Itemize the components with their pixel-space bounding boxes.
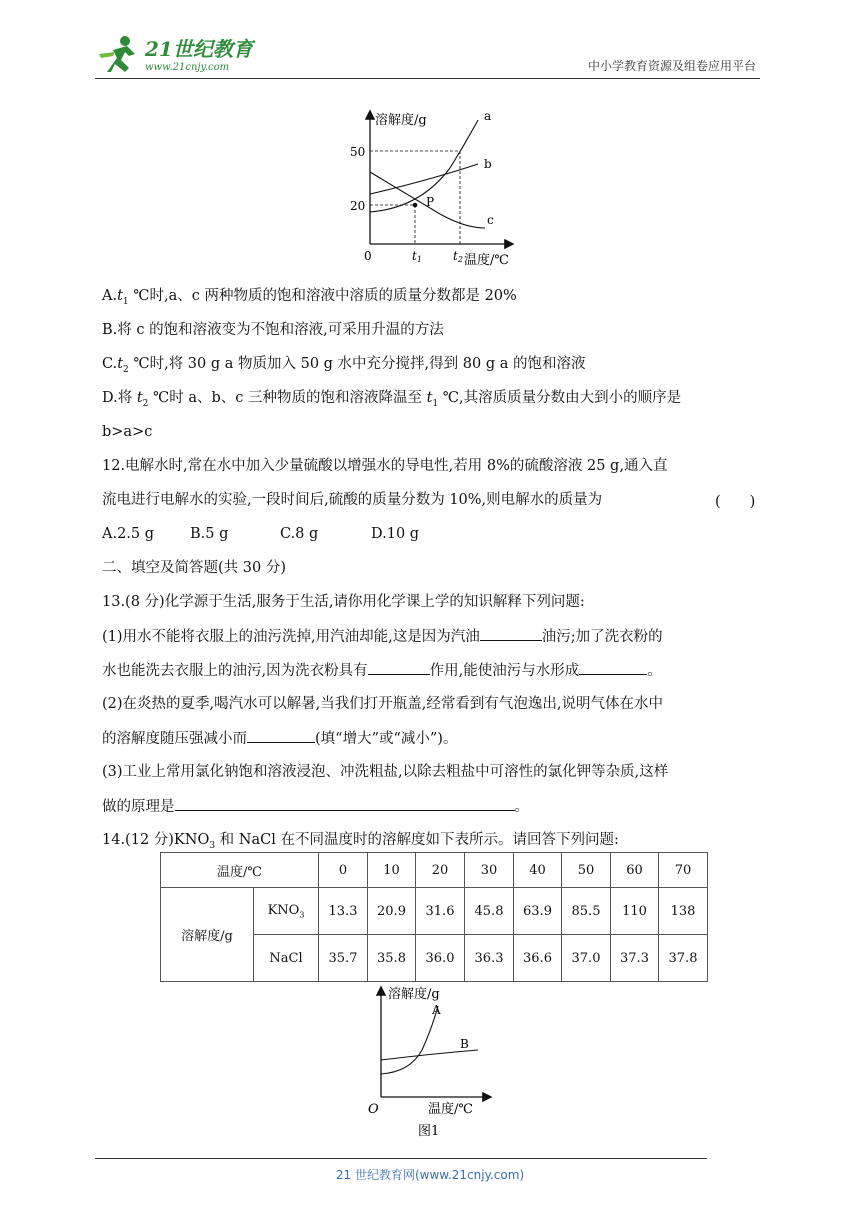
table-header-temp: 温度/℃	[161, 853, 319, 888]
q14-intro: 14.(12 分)$KNO_3$ 和 NaCl 在不同温度时的溶解度如下表所示。请回答下列问题:	[102, 832, 619, 851]
table-cell: 37.8	[659, 935, 708, 982]
q13-p2-line2: 的溶解度随压强减小而 (填“增大”或“减小”)。	[102, 728, 457, 749]
table-cell: 37.3	[611, 935, 659, 982]
label-p: P	[426, 195, 435, 209]
q11-option-a: $A.t_1$ ℃时,a、c 两种物质的饱和溶液中溶质的质量分数都是 20%	[102, 288, 517, 307]
table-cell: 60	[611, 853, 659, 888]
site-logo	[95, 32, 265, 76]
graph2-xlabel: 温度/℃	[428, 1102, 473, 1117]
label-B: B	[460, 1037, 469, 1051]
graph1-origin: 0	[364, 249, 372, 263]
curve-B	[381, 1050, 478, 1060]
label-A: A	[432, 1003, 441, 1017]
graph1-y50: 50	[350, 145, 366, 159]
q13-p1-line1: (1)用水不能将衣服上的油污洗掉,用汽油却能,这是因为汽油 油污;加了洗衣粉的	[102, 626, 663, 647]
runner-icon	[99, 36, 135, 72]
solubility-table	[160, 852, 708, 982]
label-t1: t1	[412, 249, 422, 264]
q11-option-d: D.将 $t_2$ ℃时 a、b、c 三种物质的饱和溶液降温至 $t_1$ ℃,其溶质质量分数由大到小的顺序是	[102, 390, 682, 409]
table-cell: 30	[465, 853, 514, 888]
table-cell: 63.9	[514, 888, 562, 935]
answer-blank[interactable]	[247, 728, 315, 743]
table-cell: 20.9	[368, 888, 416, 935]
table-label-solubility: 溶解度/g	[161, 888, 254, 982]
graph1-ylabel: 溶解度/g	[375, 113, 427, 128]
q13-p3-line2: 做的原理是 。	[102, 796, 529, 817]
logo-url: www.21cnjy.com	[145, 62, 230, 73]
section-heading: 二、填空及简答题(共 30 分)	[102, 560, 286, 576]
answer-blank[interactable]	[480, 626, 542, 641]
header-slogan: 中小学教育资源及组卷应用平台	[587, 59, 756, 73]
table-cell: 50	[562, 853, 611, 888]
q13-p3-line1: (3)工业上常用氯化钠饱和溶液浸泡、冲洗粗盐,以除去粗盐中可溶性的氯化钾等杂质,这样	[102, 764, 669, 780]
table-cell: 35.7	[319, 935, 368, 982]
curve-A	[381, 1006, 438, 1074]
table-cell: 31.6	[416, 888, 465, 935]
graph2-caption: 图1	[418, 1124, 440, 1139]
table-row	[161, 888, 708, 935]
graph1-xlabel: 温度/℃	[464, 253, 509, 268]
answer-blank[interactable]	[579, 660, 647, 675]
footer-divider	[95, 1158, 707, 1159]
q12-line2: 流电进行电解水的实验,一段时间后,硫酸的质量分数为 10%,则电解水的质量为	[102, 492, 603, 508]
q11-option-d-cont: b>a>c	[102, 424, 153, 440]
table-cell: 37.0	[562, 935, 611, 982]
q12-line1: 12.电解水时,常在水中加入少量硫酸以增强水的导电性,若用 8%的硫酸溶液 25 g,通入直	[102, 458, 668, 474]
solubility-graph-1	[340, 106, 540, 270]
q12-options	[102, 524, 419, 544]
table-cell: 70	[659, 853, 708, 888]
q12-answer-paren: ( )	[715, 494, 756, 510]
table-cell: 45.8	[465, 888, 514, 935]
table-cell: 138	[659, 888, 708, 935]
q12-option-b: B.5 g	[190, 526, 229, 542]
q12-option-d: D.10 g	[371, 526, 420, 542]
q12-option-c: C.8 g	[280, 526, 319, 542]
table-cell: 0	[319, 853, 368, 888]
table-label-kno3: $KNO_3$	[254, 888, 319, 935]
label-a: a	[484, 109, 492, 123]
graph2-origin: O	[368, 1102, 379, 1117]
table-cell: 35.8	[368, 935, 416, 982]
curve-b	[370, 164, 478, 194]
q12-option-a: A.2.5 g	[102, 526, 155, 542]
label-c: c	[487, 213, 494, 227]
table-cell: 36.3	[465, 935, 514, 982]
q13-intro: 13.(8 分)化学源于生活,服务于生活,请你用化学课上学的知识解释下列问题:	[102, 594, 585, 610]
curve-a	[370, 120, 478, 212]
table-cell: 10	[368, 853, 416, 888]
point-p	[413, 203, 418, 208]
page-header	[95, 30, 760, 79]
table-row	[161, 853, 708, 888]
q11-option-b: B.将 c 的饱和溶液变为不饱和溶液,可采用升温的方法	[102, 322, 444, 338]
q13-p1-line2: 水也能洗去衣服上的油污,因为洗衣粉具有 作用,能使油污与水形成 。	[102, 660, 662, 681]
graph2-ylabel: 溶解度/g	[388, 987, 440, 1002]
table-label-nacl: NaCl	[254, 935, 319, 982]
answer-blank[interactable]	[368, 660, 430, 675]
q11-option-c: $C.t_2$ ℃时,将 30 g a 物质加入 50 g 水中充分搅拌,得到 80 g a 的饱和溶液	[102, 356, 586, 375]
solubility-graph-2	[360, 982, 510, 1142]
table-cell: 36.6	[514, 935, 562, 982]
table-cell: 110	[611, 888, 659, 935]
table-cell: 40	[514, 853, 562, 888]
label-t2: t2	[453, 249, 463, 264]
answer-blank[interactable]	[175, 796, 515, 811]
table-cell: 85.5	[562, 888, 611, 935]
logo-text: 21世纪教育	[145, 37, 253, 61]
label-b: b	[484, 157, 492, 171]
table-cell: 20	[416, 853, 465, 888]
table-cell: 36.0	[416, 935, 465, 982]
page-footer[interactable]: 21 世纪教育网(www.21cnjy.com)	[335, 1168, 525, 1182]
table-cell: 13.3	[319, 888, 368, 935]
q13-p2-line1: (2)在炎热的夏季,喝汽水可以解暑,当我们打开瓶盖,经常看到有气泡逸出,说明气体在水中	[102, 696, 663, 712]
graph1-y20: 20	[350, 199, 366, 213]
